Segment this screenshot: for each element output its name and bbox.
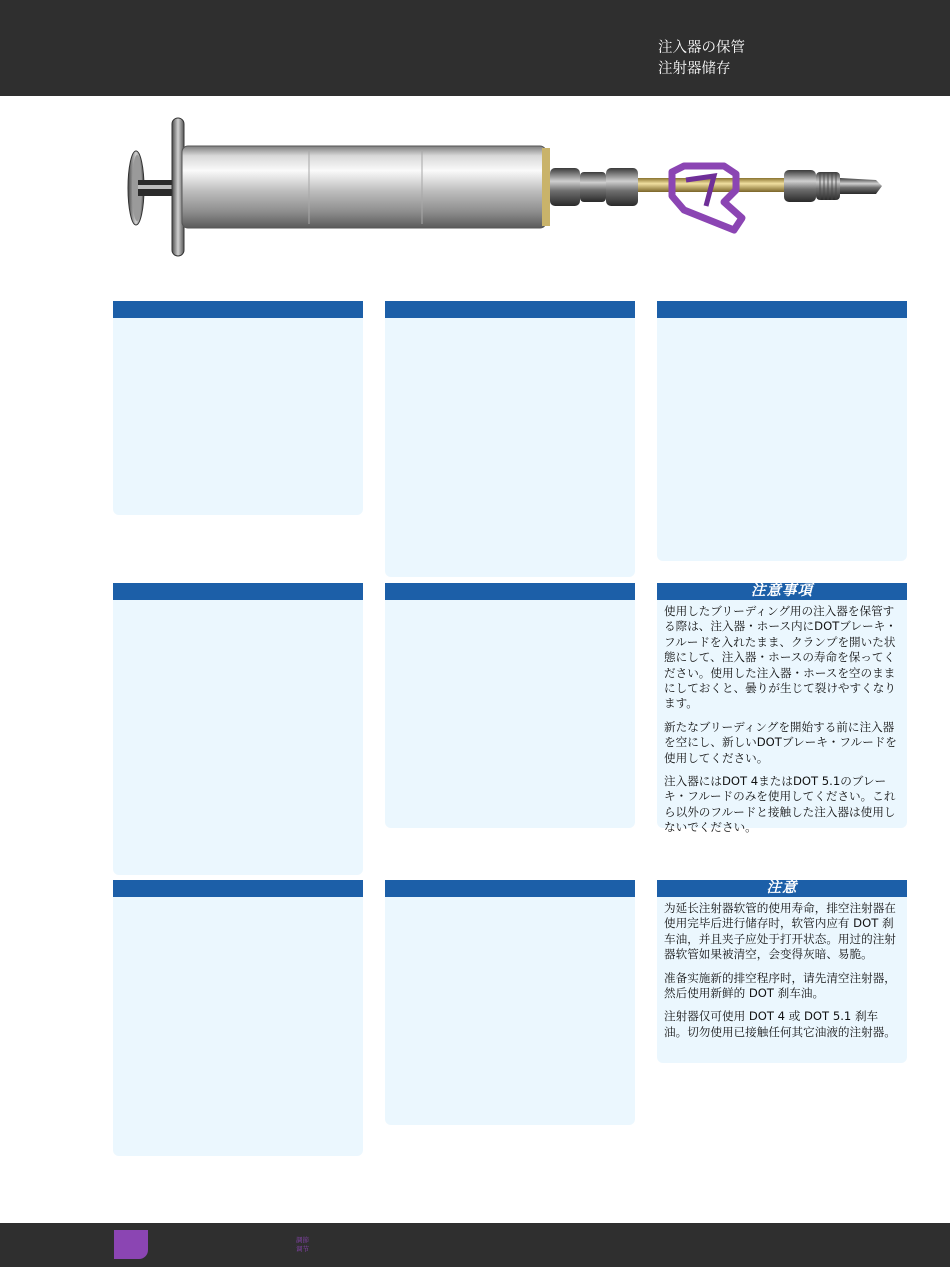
- caution-panel-jp: [657, 583, 907, 835]
- panel-header: [113, 301, 363, 318]
- caution-paragraph: 注射器仅可使用 DOT 4 或 DOT 5.1 刹车油。切勿使用已接触任何其它油液的注射器。: [664, 1009, 896, 1039]
- caution-paragraph: 注入器にはDOT 4またはDOT 5.1のブレーキ・フルードのみを使用してください。これら以外のフルードと接触した注入器は使用しないでください。: [664, 774, 896, 835]
- panel-header: [385, 583, 635, 600]
- page-title-block: [658, 38, 745, 80]
- caution-paragraph: 新たなブリーディングを開始する前に注入器を空にし、新しいDOTブレーキ・フルードを使用してください。: [664, 719, 897, 765]
- caution-paragraph: 为延长注射器软管的使用寿命，排空注射器在使用完毕后进行储存时，软管内应有 DOT 刹车油，并且夹子应处于打开状态。用过的注射器软管如果被清空，会变得灰暗、易脆。: [664, 901, 896, 962]
- page-title-cn: 注射器储存: [658, 61, 731, 77]
- info-panel-r1c1: [113, 301, 363, 515]
- top-header-bar: [0, 0, 950, 96]
- page-title-jp: 注入器の保管: [658, 40, 745, 56]
- caution-paragraph: 准备实施新的排空程序时，请先清空注射器，然后使用新鲜的 DOT 刹车油。: [664, 970, 896, 1001]
- info-panel-r1c2: [385, 301, 635, 577]
- caution-panel-cn: [657, 880, 907, 1063]
- footer-label-jp: 調節: [296, 1236, 309, 1244]
- footer-label-cn: 调节: [296, 1245, 309, 1253]
- panel-header: [113, 583, 363, 600]
- section-tab-marker: [114, 1230, 148, 1259]
- panel-header: [385, 880, 635, 897]
- syringe-illustration: [124, 110, 894, 260]
- info-panel-r2c1: [113, 583, 363, 875]
- panel-header: [113, 880, 363, 897]
- footer-section-label: [296, 1236, 309, 1254]
- caution-body-jp: [657, 600, 907, 852]
- info-panel-r3c1: [113, 880, 363, 1156]
- footer-bar: [0, 1223, 950, 1267]
- info-panel-r1c3: [657, 301, 907, 561]
- caution-paragraph: 使用したブリーディング用の注入器を保管する際は、注入器・ホース内にDOTブレーキ・フルードを入れたまま、クランプを開いた状態にして、注入器・ホースの寿命を保ってください。使用した注入器・ホースを空のままにしておくと、曇りが生じて裂けやすくなります。: [664, 604, 897, 711]
- caution-body-cn: [657, 897, 907, 1056]
- panel-header: [657, 301, 907, 318]
- panel-header: [385, 301, 635, 318]
- caution-heading-cn: 注意: [657, 880, 907, 897]
- caution-heading-jp: 注意事項: [657, 583, 907, 600]
- info-panel-r2c2: [385, 583, 635, 828]
- info-panel-r3c2: [385, 880, 635, 1125]
